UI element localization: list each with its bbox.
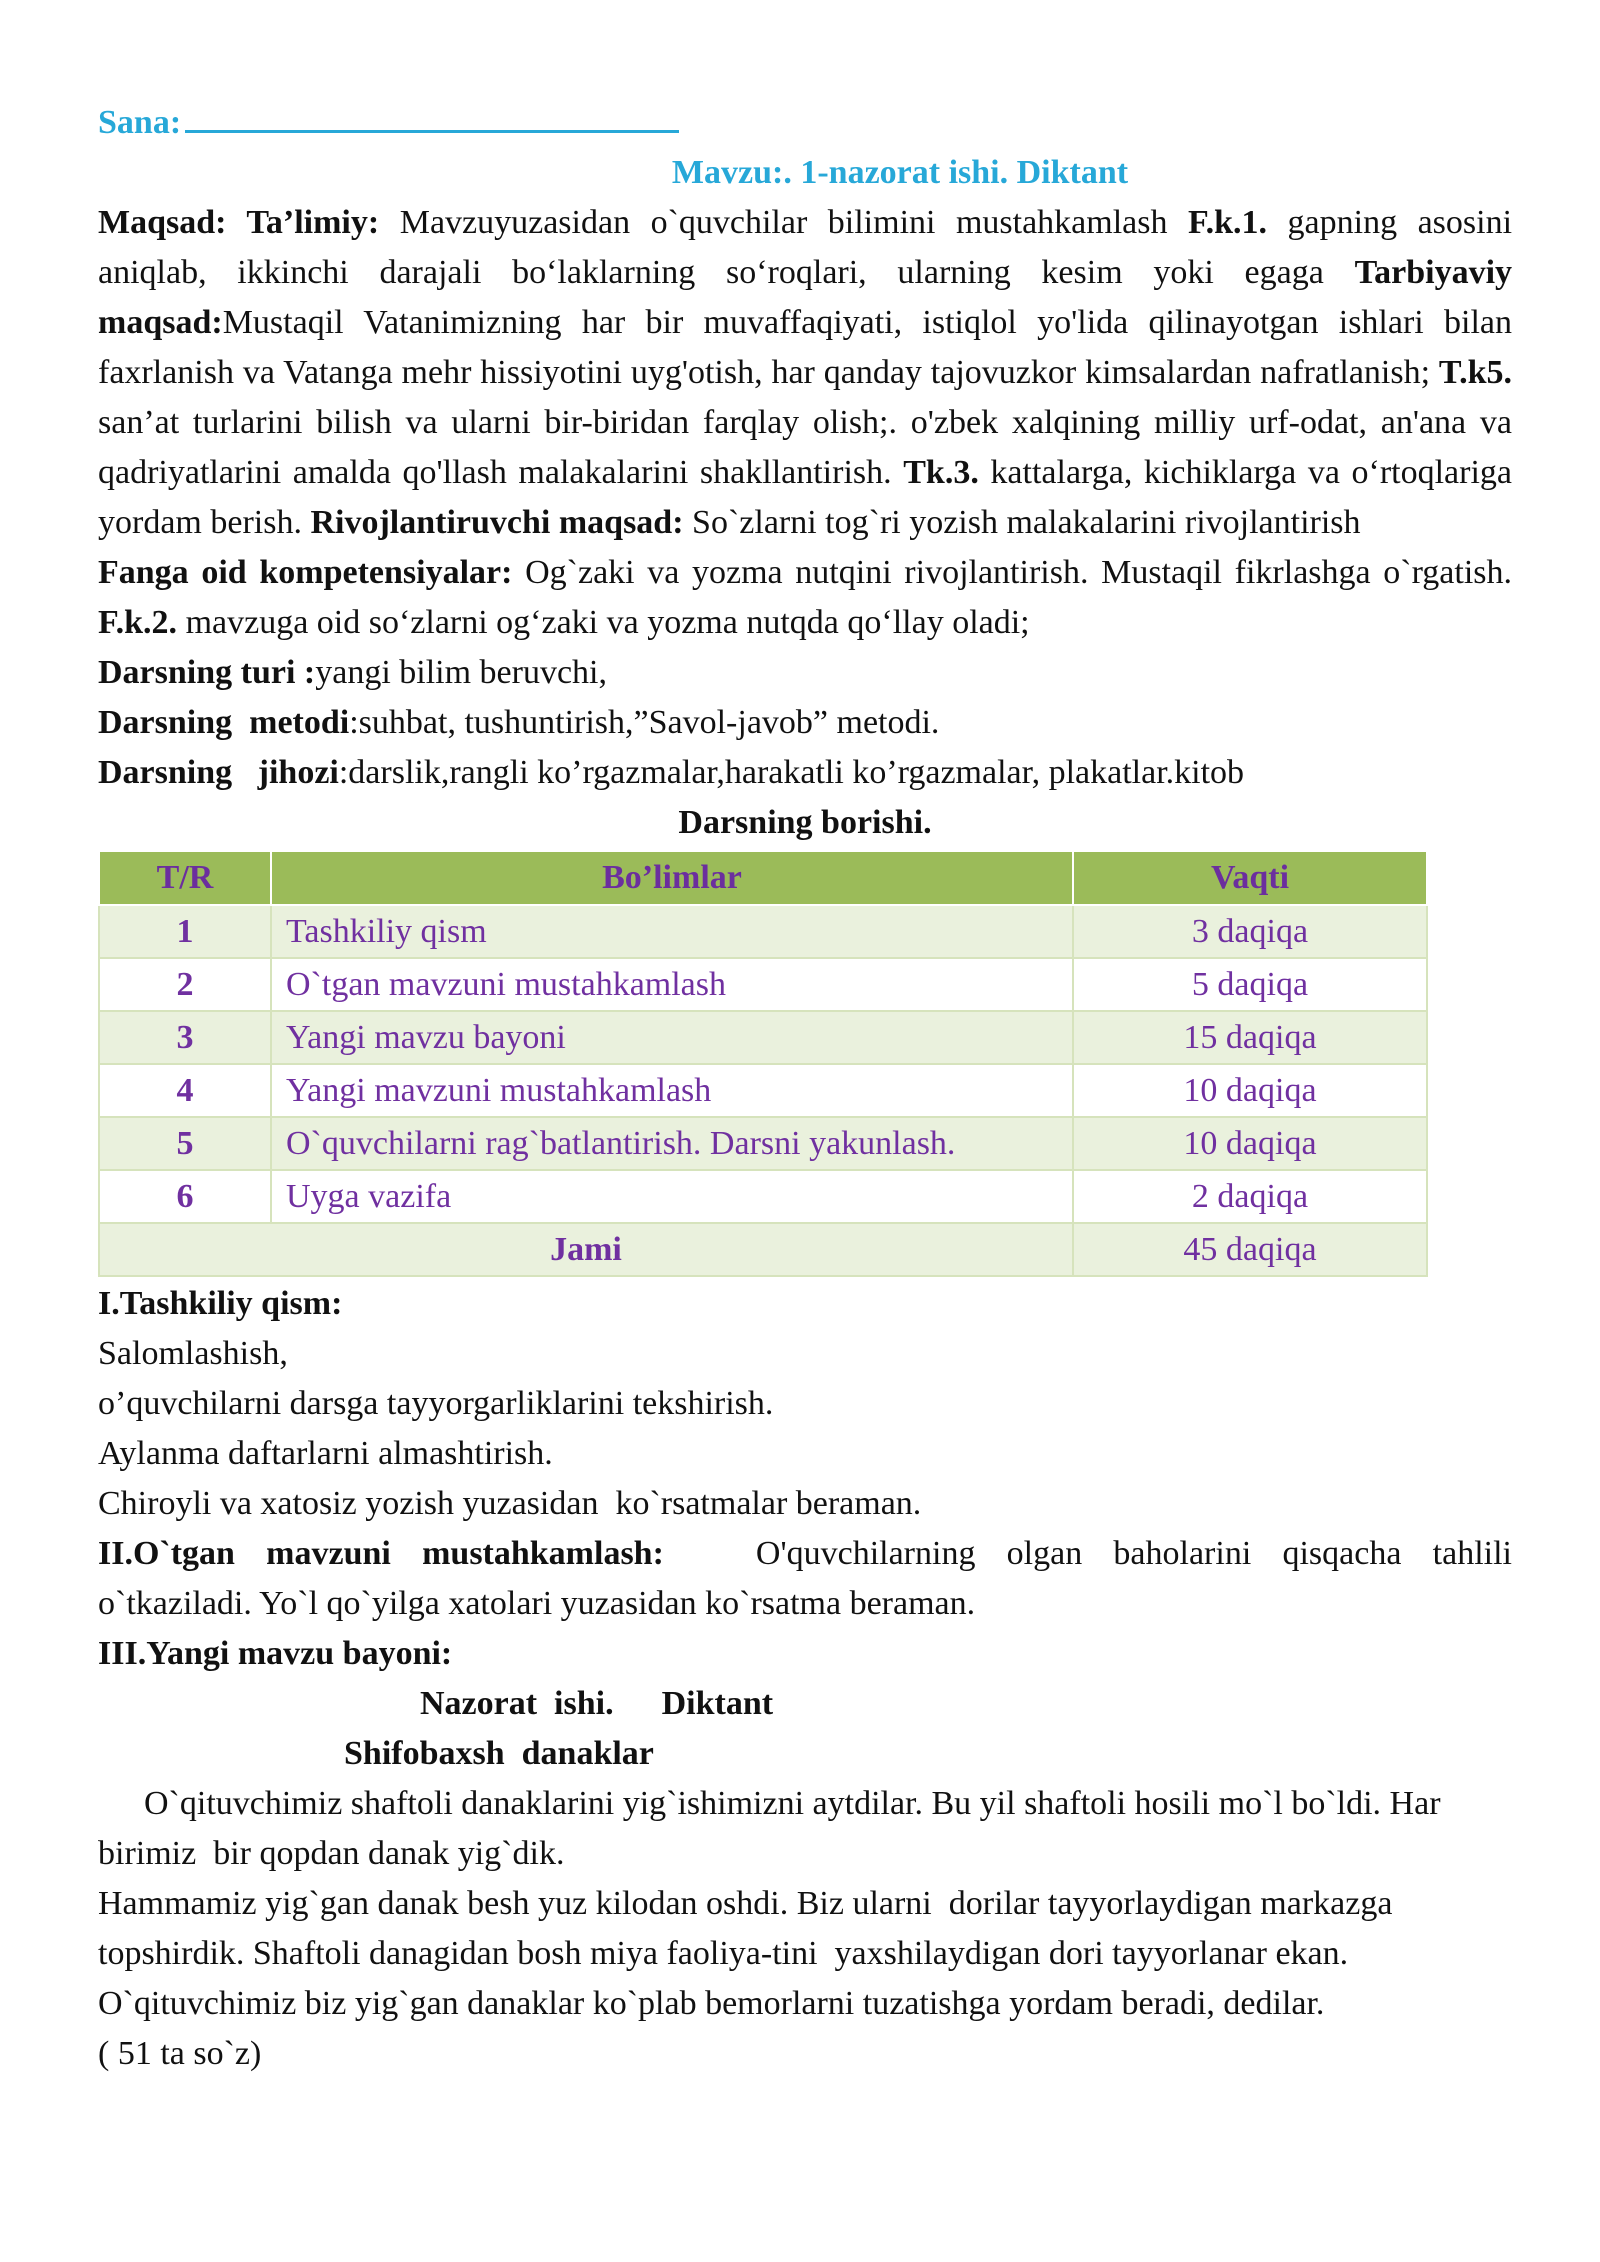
lesson-equipment-value: :darslik,rangli ko’rgazmalar,harakatli ko’rgazmalar, plakatlar.kitob	[338, 754, 1245, 791]
table-row	[99, 958, 1427, 1011]
plan-title	[98, 798, 1512, 848]
table-row	[99, 1064, 1427, 1117]
section2-title: II.O`tgan mavzuni mustahkamlash:	[98, 1535, 664, 1572]
section1-title-text: I.Tashkiliy qism:	[98, 1285, 343, 1322]
row-number: 6	[99, 1170, 271, 1223]
row-section: Yangi mavzu bayoni	[271, 1011, 1073, 1064]
word-count: ( 51 ta so`z)	[98, 2035, 262, 2072]
tarbiya-text-2: san’at turlarini bilish va ularni bir-biridan farqlay olish;. o'zbek xalqining milliy urf-odat, an'ana va qadriyatlarini amalda qo'llash malakalarini shakllantirish.	[98, 404, 1512, 491]
table-header-row	[99, 851, 1427, 905]
competence-label: Fanga oid kompetensiyalar:	[98, 554, 513, 591]
date-blank	[185, 96, 679, 133]
goals-paragraph	[98, 198, 1512, 548]
total-label: Jami	[99, 1223, 1073, 1276]
table-row	[99, 1117, 1427, 1170]
row-time: 10 daqiqa	[1073, 1117, 1427, 1170]
dictation-para3: O`qituvchimiz biz yig`gan danaklar ko`plab bemorlarni tuzatishga yordam beradi, dedilar.	[98, 1985, 1325, 2022]
lesson-method-label: Darsning metodi	[98, 704, 350, 741]
table-row	[99, 905, 1427, 958]
topic-title: Mavzu:. 1-nazorat ishi. Diktant	[671, 154, 1129, 191]
plan-title-text: Darsning borishi.	[678, 804, 932, 841]
dictation-para1: O`qituvchimiz shaftoli danaklarini yig`ishimizni aytdilar. Bu yil shaftoli hosili mo`l bo`ldi. Har birimiz bir qopdan danak yig`dik.	[98, 1785, 1450, 1872]
header-sections: Bo’limlar	[271, 851, 1073, 905]
date-line	[98, 96, 1512, 148]
row-number: 3	[99, 1011, 271, 1064]
maqsad-label: Maqsad: Ta’limiy:	[98, 204, 380, 241]
competence-paragraph	[98, 548, 1512, 648]
section3-title-text: III.Yangi mavzu bayoni:	[98, 1635, 453, 1672]
section1-title	[98, 1279, 1512, 1329]
competence-text: Og`zaki va yozma nutqini rivojlantirish. Mustaqil fikrlashga o`rgatish.	[512, 554, 1513, 591]
maqsad-text-continued: gapning asosini aniqlab, ikkinchi darajali bo‘laklarning so‘roqlari, ularning kesim yoki egaga	[98, 204, 1513, 291]
dictation-label-2: Diktant	[661, 1685, 774, 1722]
tarbiya-text: Mustaqil Vatanimizning har bir muvaffaqiyati, istiqlol yo'lida qilinayotgan ishlari bilan faxrlanish va Vatanga mehr hissiyotini uyg'otish, har qanday tajovuzkor kimsalardan nafratlanish;	[98, 304, 1512, 391]
fk2-label: F.k.2.	[98, 604, 178, 641]
maqsad-text: Mavzuyuzasidan o`quvchilar bilimini mustahkamlash	[379, 204, 1188, 241]
section1-line: Salomlashish,	[98, 1335, 288, 1372]
rivoj-text: So`zlarni tog`ri yozish malakalarini rivojlantirish	[683, 504, 1361, 541]
dictation-para2: Hammamiz yig`gan danak besh yuz kilodan oshdi. Biz ularni dorilar tayyorlaydigan markazga topshirdik. Shaftoli danagidan bosh miya faoliya-tini yaxshilaydigan dori tayyorlanar ekan.	[98, 1885, 1401, 1972]
row-number: 2	[99, 958, 271, 1011]
section1-line: o’quvchilarni darsga tayyorgarliklarini tekshirish.	[98, 1385, 774, 1422]
header-tr: T/R	[99, 851, 271, 905]
tarbiya-label: Tarbiyaviy maqsad:	[98, 254, 1513, 341]
row-time: 5 daqiqa	[1073, 958, 1427, 1011]
date-label: Sana:	[98, 104, 182, 141]
row-time: 3 daqiqa	[1073, 905, 1427, 958]
row-number: 4	[99, 1064, 271, 1117]
lesson-plan-table	[98, 850, 1428, 1277]
rivoj-label: Rivojlantiruvchi maqsad:	[310, 504, 684, 541]
dictation-label: Nazorat ishi.	[420, 1685, 614, 1722]
row-section: O`quvchilarni rag`batlantirish. Darsni yakunlash.	[271, 1117, 1073, 1170]
tk5-label: T.k5.	[1438, 354, 1512, 391]
fk1-label: F.k.1.	[1187, 204, 1268, 241]
dictation-title: Shifobaxsh danaklar	[344, 1735, 654, 1772]
dictation-paragraph	[98, 1979, 1512, 2029]
table-row	[99, 1011, 1427, 1064]
row-section: Uyga vazifa	[271, 1170, 1073, 1223]
row-section: Tashkiliy qism	[271, 905, 1073, 958]
section3-title	[98, 1629, 1512, 1679]
total-time: 45 daqiqa	[1073, 1223, 1427, 1276]
row-time: 15 daqiqa	[1073, 1011, 1427, 1064]
lesson-type-value: yangi bilim beruvchi,	[315, 654, 608, 691]
lesson-equipment-label: Darsning jihozi	[98, 754, 339, 791]
lesson-method-value: :suhbat, tushuntirish,”Savol-javob” metodi.	[349, 704, 940, 741]
table-row	[99, 1170, 1427, 1223]
header-time: Vaqti	[1073, 851, 1427, 905]
tarbiya-text-3: kattalarga, kichiklarga va o‘rtoqlariga yordam berish.	[98, 454, 1512, 541]
tk3-label: Tk.3.	[903, 454, 979, 491]
lesson-method-line	[98, 698, 1512, 748]
row-section: Yangi mavzuni mustahkamlash	[271, 1064, 1073, 1117]
row-time: 2 daqiqa	[1073, 1170, 1427, 1223]
section1-line: Chiroyli va xatosiz yozish yuzasidan ko`rsatmalar beraman.	[98, 1485, 922, 1522]
table-total-row	[99, 1223, 1427, 1276]
section2-text: O'quvchilarning olgan baholarini qisqacha tahlili o`tkaziladi. Yo`l qo`yilga xatolari yuzasidan ko`rsatma beraman.	[98, 1535, 1512, 1622]
row-section: O`tgan mavzuni mustahkamlash	[271, 958, 1073, 1011]
competence-text-2: mavzuga oid so‘zlarni og‘zaki va yozma nutqda qo‘llay oladi;	[177, 604, 1030, 641]
dictation-paragraph	[98, 1779, 1512, 1879]
dictation-heading	[98, 1679, 1512, 1729]
lesson-type-line	[98, 648, 1512, 698]
row-number: 1	[99, 905, 271, 958]
lesson-equipment-line	[98, 748, 1512, 798]
dictation-paragraph	[98, 1879, 1512, 1979]
row-number: 5	[99, 1117, 271, 1170]
lesson-plan-page	[98, 96, 1512, 2079]
lesson-type-label: Darsning turi :	[98, 654, 316, 691]
section1-line: Aylanma daftarlarni almashtirish.	[98, 1435, 553, 1472]
section2-paragraph	[98, 1529, 1512, 1629]
row-time: 10 daqiqa	[1073, 1064, 1427, 1117]
